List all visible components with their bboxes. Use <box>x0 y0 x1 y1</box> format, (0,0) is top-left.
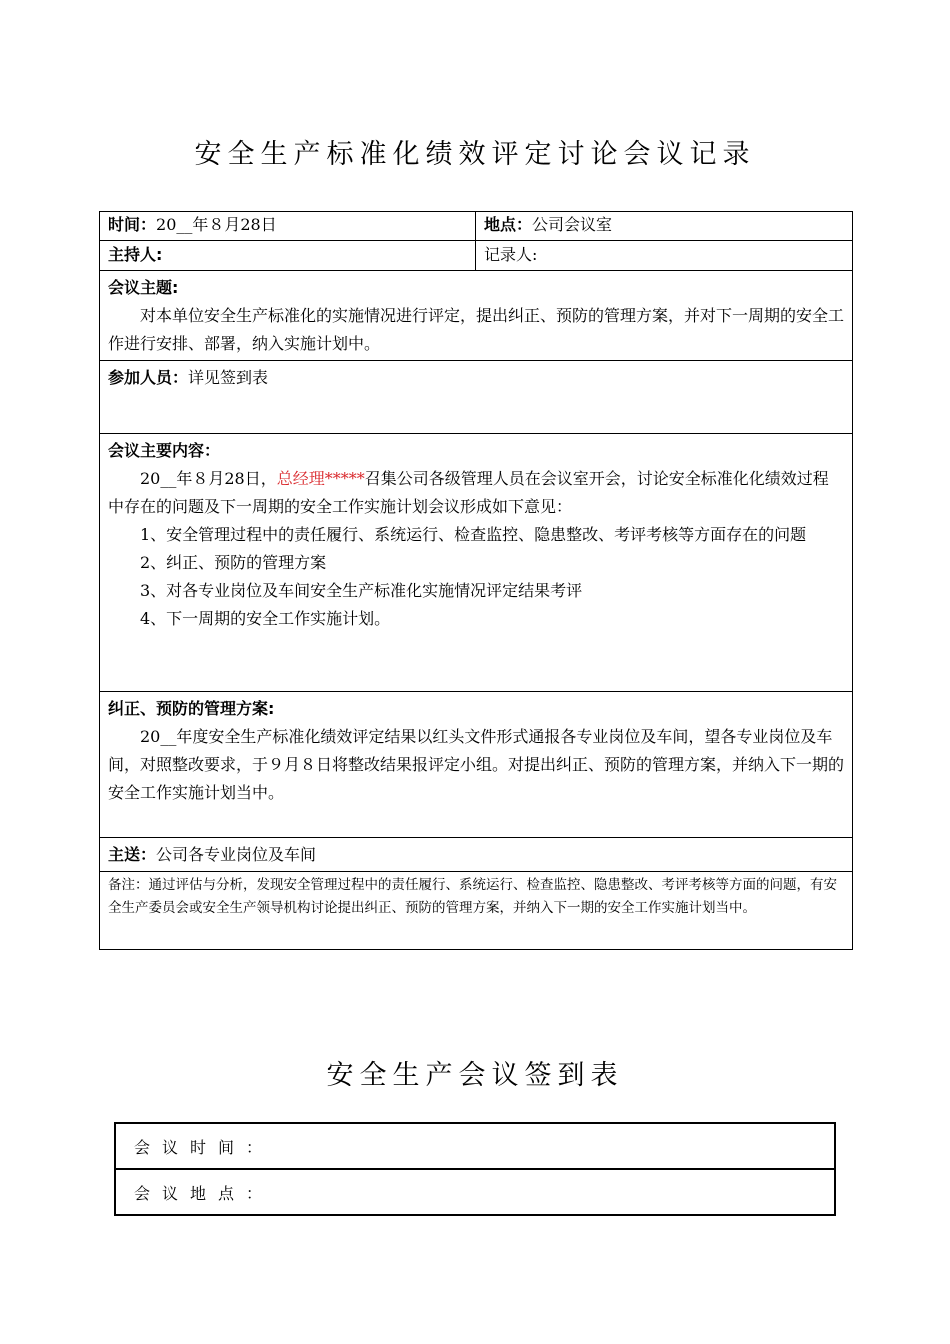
meeting-record-table <box>99 211 853 950</box>
content-item: 2、纠正、预防的管理方案 <box>140 553 327 572</box>
host-cell <box>100 241 476 271</box>
signin-place-cell <box>115 1169 835 1215</box>
signin-table <box>114 1122 836 1216</box>
time-label: 时间： <box>108 215 157 234</box>
note-text: 备注：通过评估与分析，发现安全管理过程中的责任履行、系统运行、检查监控、隐患整改、考评考核等方面的问题，有安全生产委员会或安全生产领导机构讨论提出纠正、预防的管理方案，并纳入下一期的安全工作实施计划当中。 <box>108 877 837 916</box>
content-item: 4、下一周期的安全工作实施计划。 <box>140 609 391 628</box>
recorder-label: 记录人: <box>484 245 538 264</box>
host-label: 主持人: <box>108 245 163 264</box>
attendees-cell <box>100 361 853 434</box>
send-cell <box>100 838 853 872</box>
content-label: 会议主要内容： <box>108 441 221 460</box>
time-value: 20__年８月28日 <box>156 215 277 234</box>
plan-cell <box>100 692 853 838</box>
place-value: 公司会议室 <box>532 215 613 234</box>
place-label: 地点： <box>484 215 533 234</box>
time-cell <box>100 212 476 241</box>
topic-label: 会议主题: <box>108 278 179 297</box>
topic-text: 对本单位安全生产标准化的实施情况进行评定，提出纠正、预防的管理方案，并对下一周期的安全工作进行安排、部署，纳入实施计划中。 <box>108 306 845 353</box>
content-item: 1、安全管理过程中的责任履行、系统运行、检查监控、隐患整改、考评考核等方面存在的问题 <box>140 525 807 544</box>
attendees-value: 详见签到表 <box>188 368 269 387</box>
content-intro-rest: 召集公司各级管理人员在会议室开会，讨论安全标准化化绩效过程中存在的问题及下一周期的安全工作实施计划会议形成如下意见： <box>108 469 829 516</box>
content-intro-manager: 总经理***** <box>276 469 365 488</box>
signin-time-label: 会议时间： <box>134 1137 275 1157</box>
recorder-cell <box>476 241 853 271</box>
content-intro-date: 20__年８月28日， <box>140 469 277 488</box>
signin-time-cell <box>115 1123 835 1169</box>
content-intro <box>108 465 844 521</box>
place-cell <box>476 212 853 241</box>
signin-title: 安全生产会议签到表 <box>326 1060 624 1091</box>
send-value: 公司各专业岗位及车间 <box>156 845 317 864</box>
content-cell <box>100 434 853 692</box>
note-cell <box>100 872 853 950</box>
content-item: 3、对各专业岗位及车间安全生产标准化实施情况评定结果考评 <box>140 581 583 600</box>
record-title: 安全生产标准化绩效评定讨论会议记录 <box>194 139 756 170</box>
signin-place-label: 会议地点： <box>134 1183 275 1203</box>
send-label: 主送： <box>108 845 157 864</box>
plan-text: 20__年度安全生产标准化绩效评定结果以红头文件形式通报各专业岗位及车间，望各专业岗位及车间，对照整改要求，于９月８日将整改结果报评定小组。对提出纠正、预防的管理方案，并纳入下一期的安全工作实施计划当中。 <box>108 727 845 802</box>
topic-cell <box>100 271 853 361</box>
attendees-label: 参加人员： <box>108 368 189 387</box>
plan-label: 纠正、预防的管理方案: <box>108 699 275 718</box>
